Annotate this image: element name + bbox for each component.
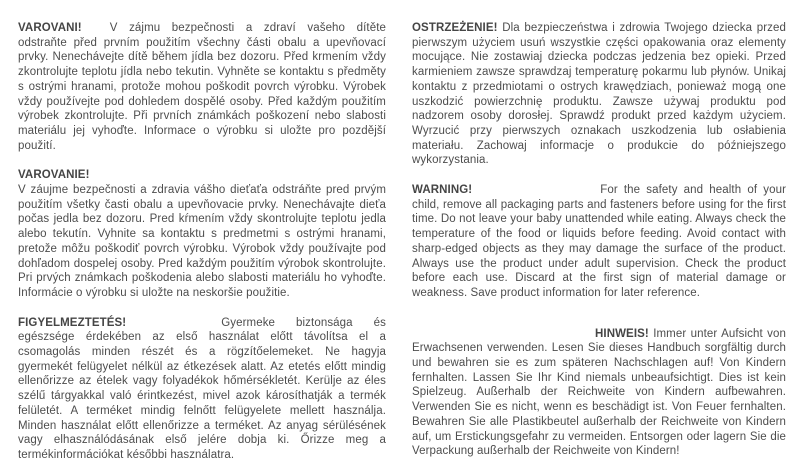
warning-body-hungarian: Gyermeke biztonsága és egészsége érdekében az első használat előtt távolítsa el a csomagolás minden részét és a rögzítőelemeket. Ne hagyja gyermekét felügyelet nélkül az étkezések alatt. Az etetés előtt mindig ellenőrizze az ételek vagy folyadékok hőmérsékletét. Kerülje az éles szélű tárgyakkal való érintkezést, mivel azok károsíthatják a termék felületét. A terméket mindig felnőtt felügyelete mellett használja. Minden használat előtt ellenőrizze a terméket. Az anyag sérülésének vagy elhasználódásának első jelére dobja ki. Őrizze meg a termékinformációkat későbbi használatra. [18,316,386,461]
warning-body-czech: V zájmu bezpečnosti a zdraví vašeho dítěte odstraňte před prvním použitím všechny části obalu a upevňovací prvky. Nenechávejte dítě během jídla bez dozoru. Před krmením vždy zkontrolujte teplotu jídla nebo tekutin. Vyhněte se kontaktu s předměty s ostrými hranami, protože mohou poškodit povrch výrobku. Výrobek vždy používejte pod dohledem dospělé osoby. Před každým použitím výrobek zkontrolujte. Při prvních známkách poškození nebo slabosti materiálu jej vyhoďte. Informace o výrobku si uložte pro pozdější použití. [18,22,386,152]
left-column [18,21,386,461]
warning-body-slovak: V záujme bezpečnosti a zdravia vášho dieťaťa odstráňte pred prvým použitím všetky časti obalu a upevňovacie prvky. Nenechávajte dieťa počas jedla bez dozoru. Pred kŕmením vždy skontrolujte teplotu jedla alebo tekutín. Vyhnite sa kontaktu s predmetmi s ostrými hranami, pretože môžu poškodiť povrch výrobku. Výrobok vždy používajte pod dohľadom dospelej osoby. Pred každým použitím výrobok skontrolujte. Pri prvých známkach poškodenia alebo slabosti materiálu ho vyhoďte. Informácie o výrobku si uložte na neskoršie použitie. [18,184,386,299]
warning-body-polish: Dla bezpieczeństwa i zdrowia Twojego dziecka przed pierwszym użyciem usuń wszystkie części opakowania oraz elementy mocujące. Nie zostawiaj dziecka podczas jedzenia bez opieki. Przed karmieniem zawsze sprawdzaj temperaturę pokarmu lub płynów. Unikaj kontaktu z przedmiotami o ostrych krawędziach, ponieważ mogą one uszkodzić powierzchnię produktu. Zawsze używaj produktu pod nadzorem osoby dorosłej. Sprawdź produkt przed każdym użyciem. Wyrzucić przy pierwszych oznakach uszkodzenia lub osłabienia materiału. Zachowaj informacje o produkcie do późniejszego wykorzystania. [412,22,786,167]
warning-paragraph-german [412,327,786,459]
warning-heading-polish: OSTRZEŻENIE! [412,22,498,34]
warning-paragraph-english [412,183,786,301]
warning-heading-czech: VAROVANI! [18,22,82,34]
warning-heading-slovak: VAROVANIE! [18,169,90,182]
warning-body-english: For the safety and health of your child, remove all packaging parts and fasteners before using for the first time. Do not leave your baby unattended while eating. Always check the temperature of the food or liquids before feeding. Avoid contact with sharp-edged objects as they may damage the surface of the product. Always use the product under adult supervision. Check the product before each use. Discard at the first sign of material damage or weakness. Save product information for later reference. [412,184,786,299]
warning-body-german: Immer unter Aufsicht von Erwachsenen verwenden. Lesen Sie dieses Handbuch sorgfältig durch und bewahren sie es zum späteren Nachschlagen auf! Von Kindern fernhalten. Lassen Sie Ihr Kind niemals unbeaufsichtigt. Dies ist kein Spielzeug. Außerhalb der Reichweite von Kindern aufbewahren. Verwenden Sie es nicht, wenn es beschädigt ist. Von Feuer fernhalten. Bewahren Sie alle Plastikbeutel außerhalb der Reichweite von Kindern auf, um Erstickungsgefahr zu vermeiden. Entsorgen oder lagern Sie die Verpackung außerhalb der Reichweite von Kindern! [412,327,787,458]
warning-heading-german: HINWEIS! [595,327,649,340]
warning-heading-english: WARNING! [412,184,473,197]
right-column [412,21,787,458]
warning-heading-hungarian: FIGYELMEZTETÉS! [18,316,127,329]
warning-paragraph-czech [18,21,386,153]
warning-paragraph-hungarian [18,316,386,463]
warning-paragraph-slovak [18,168,386,300]
warning-paragraph-polish [412,21,786,168]
